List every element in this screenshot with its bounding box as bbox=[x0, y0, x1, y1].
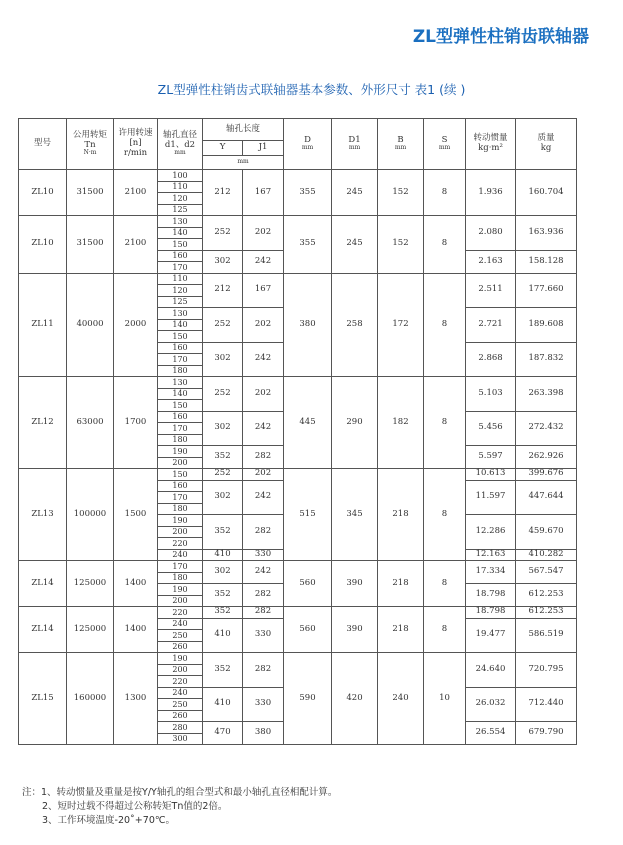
bore-cell: 125 bbox=[158, 204, 203, 216]
S-cell: 8 bbox=[424, 273, 466, 377]
bore-cell: 190 bbox=[158, 446, 203, 458]
length-j-cell: 242 bbox=[243, 411, 284, 446]
model-cell: ZL11 bbox=[19, 273, 67, 377]
mass-cell: 712.440 bbox=[516, 687, 577, 722]
length-j-cell: 202 bbox=[243, 216, 284, 251]
bore-cell: 280 bbox=[158, 722, 203, 734]
bore-cell: 160 bbox=[158, 411, 203, 423]
length-y-cell: 302 bbox=[203, 250, 243, 273]
model-cell: ZL10 bbox=[19, 216, 67, 274]
mass-cell: 272.432 bbox=[516, 411, 577, 446]
bore-cell: 190 bbox=[158, 653, 203, 665]
length-y-cell: 212 bbox=[203, 170, 243, 216]
bore-cell: 125 bbox=[158, 296, 203, 308]
notes bbox=[22, 786, 337, 828]
length-y-cell: 352 bbox=[203, 653, 243, 688]
B-cell: 182 bbox=[378, 377, 424, 469]
inertia-cell: 2.511 bbox=[466, 273, 516, 308]
model-cell: ZL15 bbox=[19, 653, 67, 745]
length-j-cell: 282 bbox=[243, 446, 284, 469]
bore-cell: 180 bbox=[158, 572, 203, 584]
inertia-cell: 5.456 bbox=[466, 411, 516, 446]
length-y-cell: 352 bbox=[203, 584, 243, 607]
length-j-cell: 202 bbox=[243, 308, 284, 343]
length-y-cell: 410 bbox=[203, 549, 243, 561]
th-B: B mm bbox=[378, 119, 424, 170]
mass-cell: 189.608 bbox=[516, 308, 577, 343]
torque-cell: 160000 bbox=[67, 653, 114, 745]
bore-cell: 140 bbox=[158, 319, 203, 331]
th-bore: 轴孔直径 d1、d2 mm bbox=[158, 119, 203, 170]
length-j-cell: 202 bbox=[243, 377, 284, 412]
length-y-cell: 212 bbox=[203, 273, 243, 308]
header-title: ZL型弹性柱销齿联轴器 bbox=[412, 27, 589, 47]
bore-cell: 130 bbox=[158, 308, 203, 320]
inertia-cell: 12.286 bbox=[466, 515, 516, 550]
th-length-y: Y bbox=[203, 141, 243, 156]
bore-cell: 150 bbox=[158, 400, 203, 412]
speed-cell: 1400 bbox=[114, 607, 158, 653]
th-length: 轴孔长度 bbox=[203, 119, 284, 141]
bore-cell: 180 bbox=[158, 365, 203, 377]
D-cell: 560 bbox=[284, 561, 332, 607]
mass-cell: 399.676 bbox=[516, 469, 577, 481]
D-cell: 560 bbox=[284, 607, 332, 653]
mass-cell: 567.547 bbox=[516, 561, 577, 584]
D-cell: 380 bbox=[284, 273, 332, 377]
bore-cell: 170 bbox=[158, 423, 203, 435]
D-cell: 515 bbox=[284, 469, 332, 561]
length-y-cell: 410 bbox=[203, 687, 243, 722]
torque-cell: 63000 bbox=[67, 377, 114, 469]
inertia-cell: 10.613 bbox=[466, 469, 516, 481]
table-row bbox=[19, 170, 577, 182]
S-cell: 8 bbox=[424, 607, 466, 653]
bore-cell: 260 bbox=[158, 710, 203, 722]
th-inertia: 转动惯量 kg·m² bbox=[466, 119, 516, 170]
th-torque: 公用转矩 Tn N·m bbox=[67, 119, 114, 170]
inertia-cell: 24.640 bbox=[466, 653, 516, 688]
B-cell: 240 bbox=[378, 653, 424, 745]
bore-cell: 200 bbox=[158, 595, 203, 607]
length-y-cell: 352 bbox=[203, 515, 243, 550]
inertia-cell: 17.334 bbox=[466, 561, 516, 584]
bore-cell: 240 bbox=[158, 618, 203, 630]
length-y-cell: 252 bbox=[203, 216, 243, 251]
mass-cell: 262.926 bbox=[516, 446, 577, 469]
bore-cell: 120 bbox=[158, 285, 203, 297]
inertia-cell: 18.798 bbox=[466, 607, 516, 619]
mass-cell: 447.644 bbox=[516, 480, 577, 515]
bore-cell: 200 bbox=[158, 664, 203, 676]
bore-cell: 300 bbox=[158, 733, 203, 745]
bore-cell: 160 bbox=[158, 480, 203, 492]
bore-cell: 100 bbox=[158, 170, 203, 182]
length-j-cell: 242 bbox=[243, 342, 284, 377]
length-j-cell: 202 bbox=[243, 469, 284, 481]
bore-cell: 170 bbox=[158, 354, 203, 366]
mass-cell: 187.832 bbox=[516, 342, 577, 377]
length-j-cell: 330 bbox=[243, 549, 284, 561]
note-1: 注：1、转动惯量及重量是按Y/Y轴孔的组合型式和最小轴孔直径相配计算。 bbox=[22, 787, 338, 798]
D-cell: 355 bbox=[284, 170, 332, 216]
bore-cell: 240 bbox=[158, 687, 203, 699]
B-cell: 152 bbox=[378, 216, 424, 274]
speed-cell: 1700 bbox=[114, 377, 158, 469]
length-y-cell: 252 bbox=[203, 308, 243, 343]
mass-cell: 679.790 bbox=[516, 722, 577, 745]
bore-cell: 140 bbox=[158, 227, 203, 239]
torque-cell: 40000 bbox=[67, 273, 114, 377]
length-j-cell: 282 bbox=[243, 584, 284, 607]
th-model: 型号 bbox=[19, 119, 67, 170]
length-j-cell: 242 bbox=[243, 480, 284, 515]
bore-cell: 130 bbox=[158, 377, 203, 389]
model-cell: ZL12 bbox=[19, 377, 67, 469]
length-y-cell: 302 bbox=[203, 561, 243, 584]
bore-cell: 160 bbox=[158, 250, 203, 262]
bore-cell: 170 bbox=[158, 262, 203, 274]
bore-cell: 250 bbox=[158, 699, 203, 711]
th-length-j: J1 bbox=[243, 141, 284, 156]
inertia-cell: 19.477 bbox=[466, 618, 516, 653]
D1-cell: 290 bbox=[332, 377, 378, 469]
model-cell: ZL14 bbox=[19, 607, 67, 653]
bore-cell: 170 bbox=[158, 492, 203, 504]
D1-cell: 245 bbox=[332, 170, 378, 216]
S-cell: 8 bbox=[424, 170, 466, 216]
bore-cell: 130 bbox=[158, 216, 203, 228]
th-speed: 许用转速 [n] r/min bbox=[114, 119, 158, 170]
inertia-cell: 26.032 bbox=[466, 687, 516, 722]
bore-cell: 240 bbox=[158, 549, 203, 561]
note-2: 2、短时过载不得超过公称转矩Tn值的2倍。 bbox=[42, 801, 228, 812]
speed-cell: 1400 bbox=[114, 561, 158, 607]
B-cell: 172 bbox=[378, 273, 424, 377]
mass-cell: 163.936 bbox=[516, 216, 577, 251]
bore-cell: 160 bbox=[158, 342, 203, 354]
bore-cell: 150 bbox=[158, 239, 203, 251]
S-cell: 8 bbox=[424, 469, 466, 561]
bore-cell: 200 bbox=[158, 457, 203, 469]
bore-cell: 170 bbox=[158, 561, 203, 573]
length-j-cell: 282 bbox=[243, 653, 284, 688]
torque-cell: 31500 bbox=[67, 216, 114, 274]
B-cell: 152 bbox=[378, 170, 424, 216]
inertia-cell: 12.163 bbox=[466, 549, 516, 561]
inertia-cell: 11.597 bbox=[466, 480, 516, 515]
length-y-cell: 302 bbox=[203, 411, 243, 446]
S-cell: 10 bbox=[424, 653, 466, 745]
D1-cell: 390 bbox=[332, 607, 378, 653]
mass-cell: 160.704 bbox=[516, 170, 577, 216]
speed-cell: 1300 bbox=[114, 653, 158, 745]
D-cell: 355 bbox=[284, 216, 332, 274]
length-j-cell: 330 bbox=[243, 618, 284, 653]
inertia-cell: 5.103 bbox=[466, 377, 516, 412]
inertia-cell: 2.721 bbox=[466, 308, 516, 343]
mass-cell: 177.660 bbox=[516, 273, 577, 308]
bore-cell: 180 bbox=[158, 434, 203, 446]
length-j-cell: 330 bbox=[243, 687, 284, 722]
table-row bbox=[19, 561, 577, 573]
B-cell: 218 bbox=[378, 561, 424, 607]
table-row bbox=[19, 273, 577, 285]
bore-cell: 110 bbox=[158, 273, 203, 285]
bore-cell: 180 bbox=[158, 503, 203, 515]
mass-cell: 720.795 bbox=[516, 653, 577, 688]
mass-cell: 459.670 bbox=[516, 515, 577, 550]
speed-cell: 2000 bbox=[114, 273, 158, 377]
bore-cell: 150 bbox=[158, 331, 203, 343]
th-D: D mm bbox=[284, 119, 332, 170]
length-j-cell: 282 bbox=[243, 515, 284, 550]
th-S: S mm bbox=[424, 119, 466, 170]
speed-cell: 1500 bbox=[114, 469, 158, 561]
mass-cell: 158.128 bbox=[516, 250, 577, 273]
table-row bbox=[19, 377, 577, 389]
length-j-cell: 167 bbox=[243, 170, 284, 216]
inertia-cell: 1.936 bbox=[466, 170, 516, 216]
bore-cell: 190 bbox=[158, 584, 203, 596]
inertia-cell: 2.163 bbox=[466, 250, 516, 273]
inertia-cell: 18.798 bbox=[466, 584, 516, 607]
mass-cell: 612.253 bbox=[516, 584, 577, 607]
torque-cell: 125000 bbox=[67, 607, 114, 653]
table-title: ZL型弹性柱销齿式联轴器基本参数、外形尺寸 表1 (续 ) bbox=[157, 82, 466, 97]
D-cell: 590 bbox=[284, 653, 332, 745]
speed-cell: 2100 bbox=[114, 170, 158, 216]
mass-cell: 263.398 bbox=[516, 377, 577, 412]
torque-cell: 31500 bbox=[67, 170, 114, 216]
bore-cell: 190 bbox=[158, 515, 203, 527]
D1-cell: 345 bbox=[332, 469, 378, 561]
D1-cell: 390 bbox=[332, 561, 378, 607]
table-row bbox=[19, 653, 577, 665]
S-cell: 8 bbox=[424, 216, 466, 274]
spec-table bbox=[18, 118, 577, 745]
D-cell: 445 bbox=[284, 377, 332, 469]
length-y-cell: 470 bbox=[203, 722, 243, 745]
th-D1: D1 mm bbox=[332, 119, 378, 170]
mass-cell: 410.282 bbox=[516, 549, 577, 561]
length-y-cell: 252 bbox=[203, 377, 243, 412]
S-cell: 8 bbox=[424, 561, 466, 607]
length-j-cell: 242 bbox=[243, 250, 284, 273]
model-cell: ZL13 bbox=[19, 469, 67, 561]
length-y-cell: 252 bbox=[203, 469, 243, 481]
length-j-cell: 282 bbox=[243, 607, 284, 619]
length-y-cell: 302 bbox=[203, 480, 243, 515]
inertia-cell: 5.597 bbox=[466, 446, 516, 469]
model-cell: ZL14 bbox=[19, 561, 67, 607]
bore-cell: 250 bbox=[158, 630, 203, 642]
length-j-cell: 380 bbox=[243, 722, 284, 745]
D1-cell: 420 bbox=[332, 653, 378, 745]
model-cell: ZL10 bbox=[19, 170, 67, 216]
speed-cell: 2100 bbox=[114, 216, 158, 274]
length-j-cell: 242 bbox=[243, 561, 284, 584]
length-y-cell: 302 bbox=[203, 342, 243, 377]
bore-cell: 150 bbox=[158, 469, 203, 481]
bore-cell: 120 bbox=[158, 193, 203, 205]
D1-cell: 245 bbox=[332, 216, 378, 274]
D1-cell: 258 bbox=[332, 273, 378, 377]
length-y-cell: 352 bbox=[203, 607, 243, 619]
inertia-cell: 26.554 bbox=[466, 722, 516, 745]
table-row bbox=[19, 216, 577, 228]
B-cell: 218 bbox=[378, 607, 424, 653]
bore-cell: 220 bbox=[158, 676, 203, 688]
bore-cell: 220 bbox=[158, 607, 203, 619]
length-y-cell: 352 bbox=[203, 446, 243, 469]
th-mass: 质量 kg bbox=[516, 119, 577, 170]
B-cell: 218 bbox=[378, 469, 424, 561]
table-row bbox=[19, 469, 577, 481]
bore-cell: 140 bbox=[158, 388, 203, 400]
table-row bbox=[19, 607, 577, 619]
torque-cell: 100000 bbox=[67, 469, 114, 561]
inertia-cell: 2.080 bbox=[466, 216, 516, 251]
length-y-cell: 410 bbox=[203, 618, 243, 653]
th-length-unit: mm bbox=[203, 156, 284, 170]
length-j-cell: 167 bbox=[243, 273, 284, 308]
bore-cell: 260 bbox=[158, 641, 203, 653]
note-3: 3、工作环境温度-20˚+70℃。 bbox=[42, 815, 176, 826]
mass-cell: 586.519 bbox=[516, 618, 577, 653]
S-cell: 8 bbox=[424, 377, 466, 469]
torque-cell: 125000 bbox=[67, 561, 114, 607]
inertia-cell: 2.868 bbox=[466, 342, 516, 377]
bore-cell: 200 bbox=[158, 526, 203, 538]
mass-cell: 612.253 bbox=[516, 607, 577, 619]
bore-cell: 220 bbox=[158, 538, 203, 550]
bore-cell: 110 bbox=[158, 181, 203, 193]
